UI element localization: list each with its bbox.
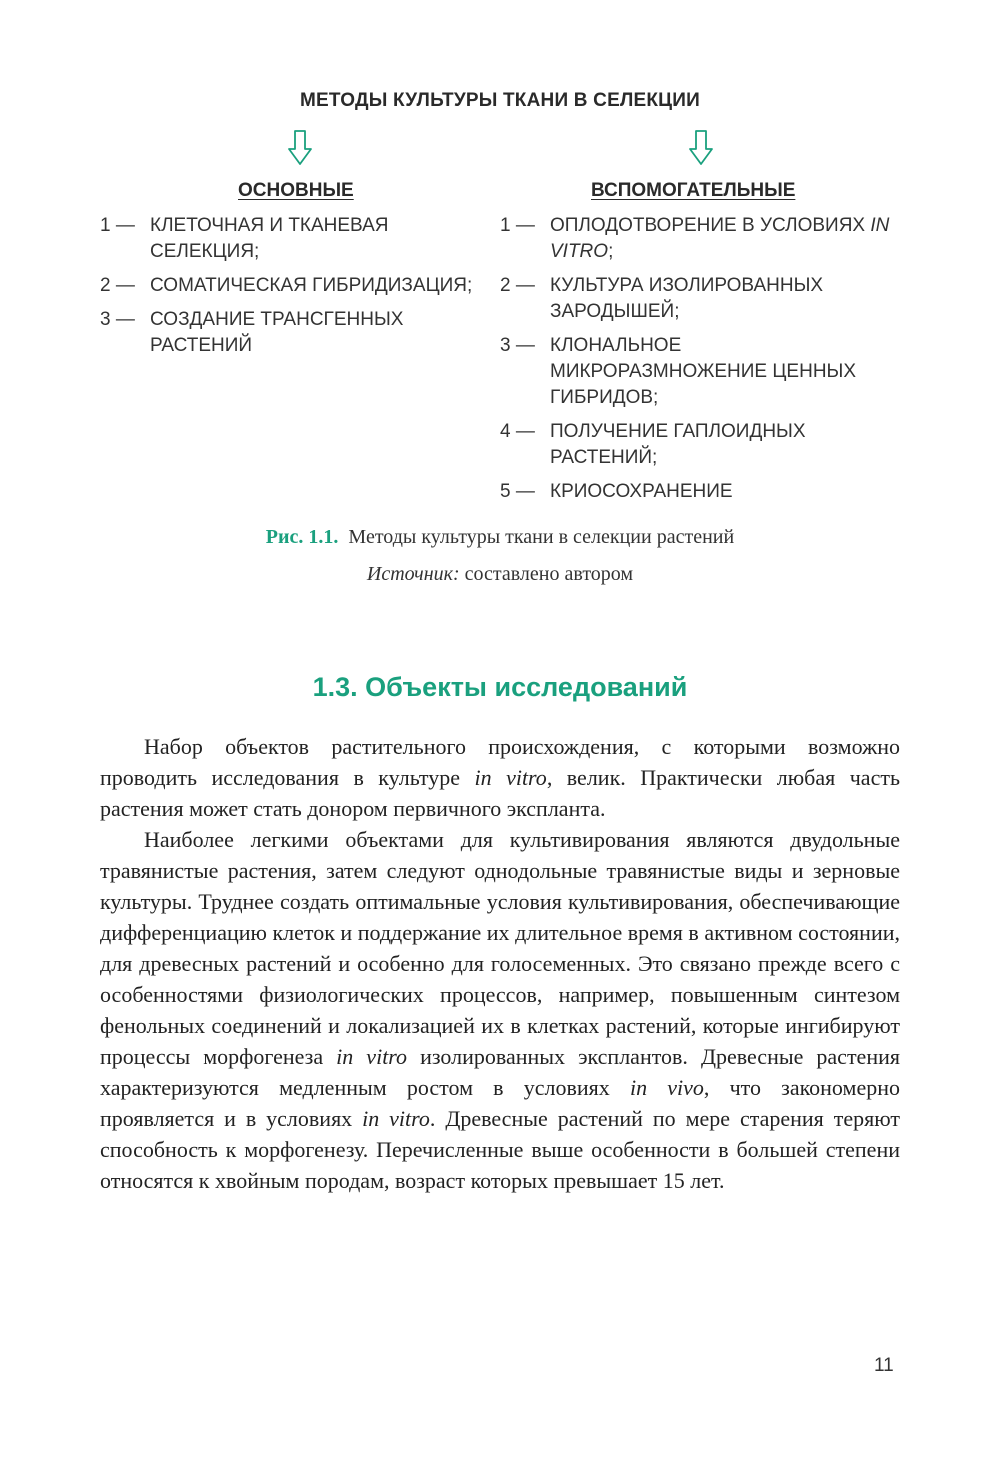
list-item — [500, 273, 900, 325]
list-item — [100, 307, 490, 359]
down-arrow-icon — [688, 130, 714, 166]
list-item — [500, 419, 900, 471]
down-arrow-icon — [287, 130, 313, 166]
list-item — [100, 213, 490, 265]
figure-caption-text: Методы культуры ткани в селекции растений — [348, 526, 735, 548]
body-text — [100, 731, 900, 1196]
item-text: КРИОСОХРАНЕНИЕ — [550, 481, 733, 502]
italic-term: IN VITRO — [550, 215, 890, 262]
diagram-title: МЕТОДЫ КУЛЬТУРЫ ТКАНИ В СЕЛЕКЦИИ — [300, 90, 700, 111]
item-text: ПОЛУЧЕНИЕ ГАПЛОИДНЫХ РАСТЕНИЙ; — [550, 421, 806, 468]
paragraph: Наиболее легкими объектами для культивирования являются двудольные травянистые растения, затем следуют однодольные травянистые виды и зерновые культуры. Труднее создать оптимальные условия культивирования, обеспечивающие дифференциацию клеток и поддержание их длительное время в активном состоянии, для древесных растений и особенно для голосеменных. Это связано прежде всего с особенностями физиологических процессов, например, повышенным синтезом фенольных соединений и локализацией их в клетках растений, которые ингибируют процессы морфогенеза in vitro изолированных эксплантов. Древесные растения характеризуются медленным ростом в условиях in vivo, что закономерно проявляется и в условиях in vitro. Древесные растений по мере старения теряют способность к морфогенезу. Перечисленные выше особенности в большей степени относятся к хвойным породам, возраст которых превышает 15 лет. — [100, 827, 900, 1193]
paragraph: Набор объектов растительного происхождения, с которыми возможно проводить исследования в культуре in vitro, велик. Практически любая часть растения может стать донором первичного экспланта. — [100, 734, 900, 821]
item-text: КЛОНАЛЬНОЕ МИКРОРАЗМНОЖЕНИЕ ЦЕННЫХ ГИБРИДОВ; — [550, 335, 857, 408]
list-item — [500, 479, 900, 505]
list-item — [500, 213, 900, 265]
item-text: СОМАТИЧЕСКАЯ ГИБРИДИЗАЦИЯ; — [150, 275, 473, 296]
source-text: составлено автором — [459, 563, 634, 585]
item-text: КУЛЬТУРА ИЗОЛИРОВАННЫХ ЗАРОДЫШЕЙ; — [550, 275, 824, 322]
item-number: 1 — — [500, 215, 535, 236]
list-item — [500, 333, 900, 411]
main-methods-heading: ОСНОВНЫЕ — [238, 180, 354, 201]
item-text: ОПЛОДОТВОРЕНИЕ В УСЛОВИЯХ IN VITRO; — [550, 215, 890, 262]
section-title: 1.3. Объекты исследований — [312, 672, 688, 702]
auxiliary-methods-heading: ВСПОМОГАТЕЛЬНЫЕ — [591, 180, 796, 201]
item-number: 3 — — [500, 335, 535, 356]
page-number: 11 — [874, 1355, 894, 1376]
item-number: 2 — — [500, 275, 535, 296]
item-number: 1 — — [100, 215, 135, 236]
list-item — [100, 273, 490, 299]
item-number: 4 — — [500, 421, 535, 442]
item-number: 2 — — [100, 275, 135, 296]
item-number: 3 — — [100, 309, 135, 330]
figure-label: Рис. 1.1. — [265, 526, 339, 548]
item-text: СОЗДАНИЕ ТРАНСГЕННЫХ РАСТЕНИЙ — [150, 309, 404, 356]
main-methods-list — [100, 213, 490, 367]
item-text: КЛЕТОЧНАЯ И ТКАНЕВАЯ СЕЛЕКЦИЯ; — [150, 215, 389, 262]
figure-caption — [0, 526, 1000, 549]
auxiliary-methods-list — [500, 213, 900, 513]
source-label: Источник: — [366, 563, 460, 585]
figure-source — [0, 563, 1000, 586]
item-number: 5 — — [500, 481, 535, 502]
